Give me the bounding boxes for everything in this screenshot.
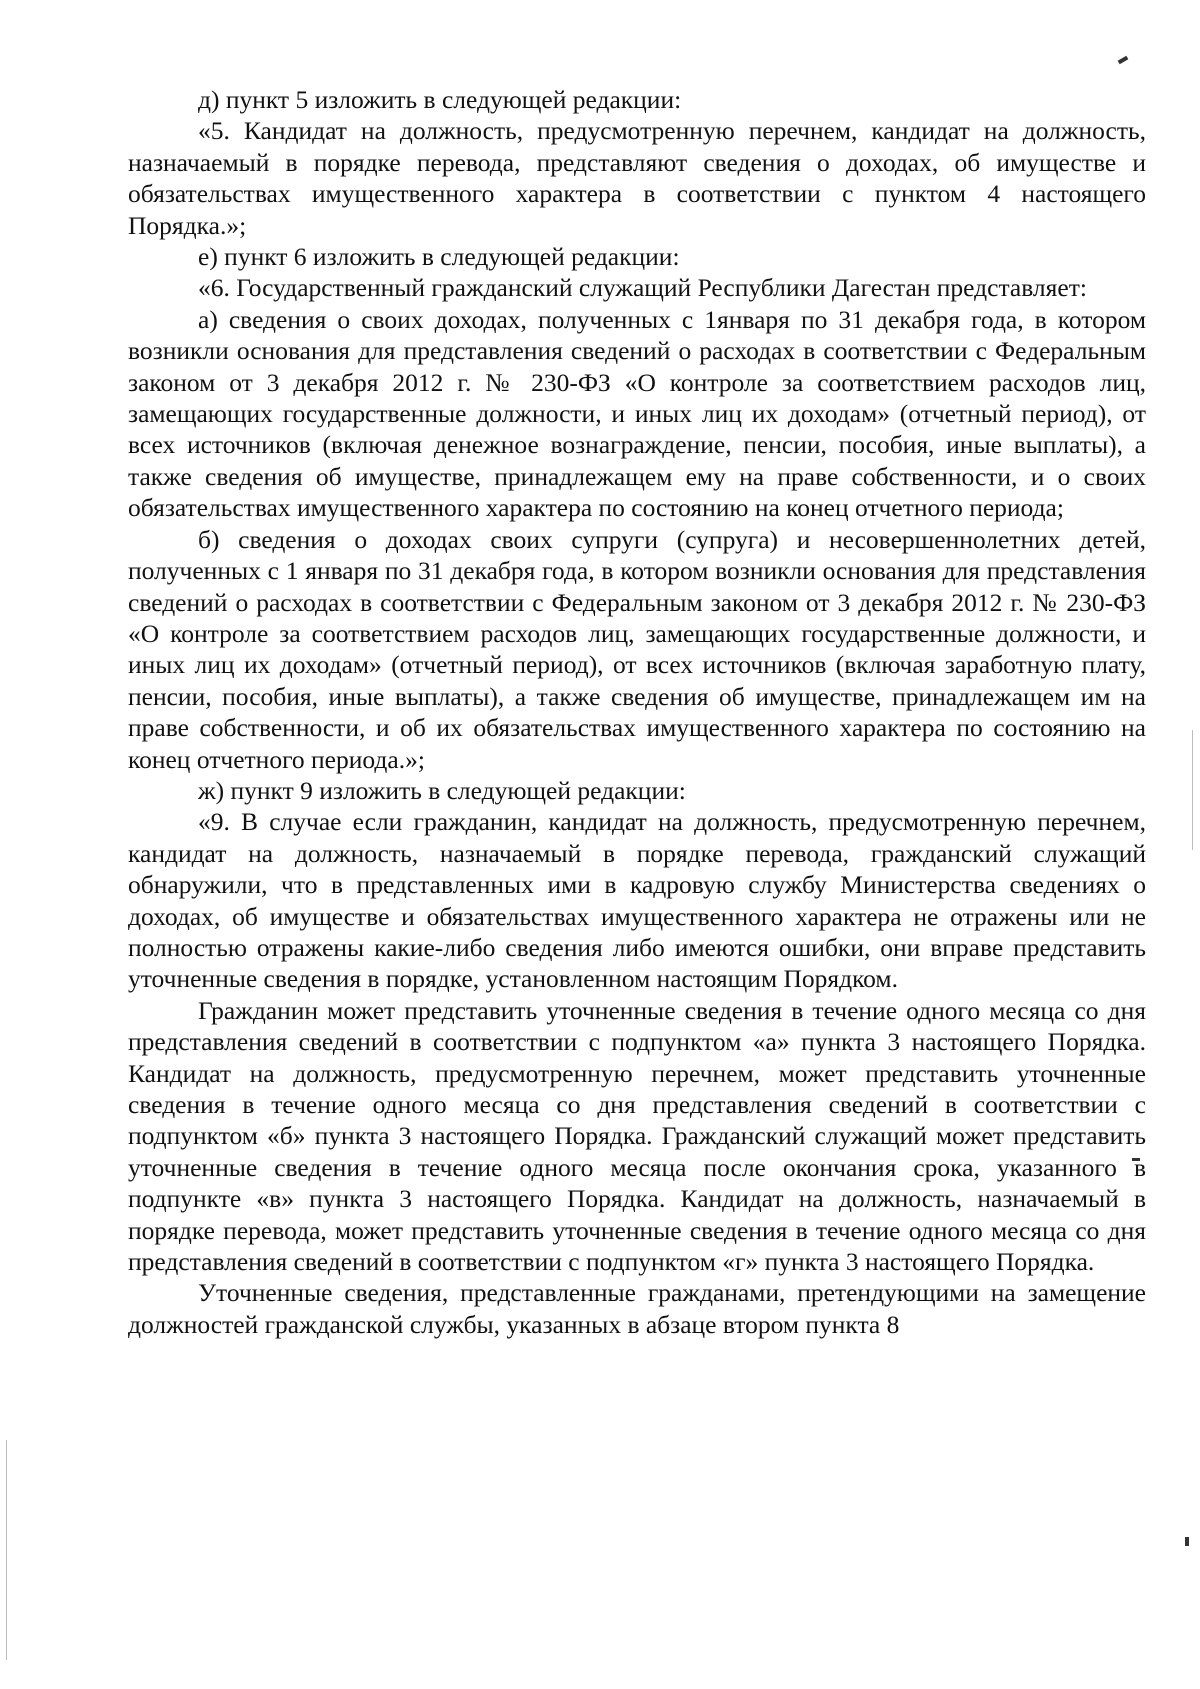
scan-margin-line	[6, 1440, 7, 1660]
scan-speck	[1185, 1537, 1189, 1546]
paragraph-item-e: е) пункт 6 изложить в следующей редакции:	[198, 242, 680, 272]
paragraph-clarified-info-applicants: Уточненные сведения, представленные гражданами, претендующими на замещение должностей гражданской службы, указанных в абзаце втором пункта 8	[128, 1278, 1146, 1339]
scan-margin-line	[1192, 730, 1193, 850]
paragraph-point-6: «6. Государственный гражданский служащий Республики Дагестан представляет:	[198, 273, 1087, 303]
paragraph-point-9: «9. В случае если гражданин, кандидат на должность, предусмотренную перечнем, кандидат на должность, назначаемый в порядке перевода, гражданский служащий обнаружили, что в представленных ими в кадровую службу Министерства сведениях о доходах, об имуществе и обязательствах имущественного характера не отражены или не полностью отражены какие-либо сведения либо имеются ошибки, они вправе представить уточненные сведения в порядке, установленном настоящим Порядком.	[128, 807, 1146, 994]
document-body	[128, 84, 1146, 1340]
paragraph-subitem-b: б) сведения о доходах своих супруги (супруга) и несовершеннолетних детей, полученных с 1 января по 31 декабря года, в котором возникли основания для представления сведений о расходах в соответствии с Федеральным законом от 3 декабря 2012 г. № 230-ФЗ «О контроле за соответствием расходов лиц, замещающих государственные должности, и иных лиц их доходам» (отчетный период), от всех источников (включая заработную плату, пенсии, пособия, иные выплаты), а также сведения об имуществе, принадлежащем им на праве собственности, и об их обязательствах имущественного характера по состоянию на конец отчетного периода.»;	[128, 524, 1146, 774]
scan-speck	[1118, 56, 1129, 64]
paragraph-item-d: д) пункт 5 изложить в следующей редакции:	[198, 85, 682, 114]
paragraph-item-zh: ж) пункт 9 изложить в следующей редакции:	[198, 775, 686, 805]
paragraph-clarified-info-terms: Гражданин может представить уточненные сведения в течение одного месяца со дня представления сведений в соответствии с подпунктом «а» пункта 3 настоящего Порядка. Кандидат на должность, предусмотренную перечнем, может представить уточненные сведения в течение одного месяца со дня представления сведений в соответствии с подпунктом «б» пункта 3 настоящего Порядка. Гражданский служащий может представить уточненные сведения в течение одного месяца после окончания срока, указанного в подпункте «в» пункта 3 настоящего Порядка. Кандидат на должность, назначаемый в порядке перевода, может представить уточненные сведения в течение одного месяца со дня представления сведений в соответствии с подпунктом «г» пункта 3 настоящего Порядка.	[128, 995, 1146, 1277]
paragraph-subitem-a: а) сведения о своих доходах, полученных с 1января по 31 декабря года, в котором возникли основания для представления сведений о расходах в соответствии с Федеральным законом от 3 декабря 2012 г. № 230-ФЗ «О контроле за соответствием расходов лиц, замещающих государственные должности, и иных лиц их доходам» (отчетный период), от всех источников (включая денежное вознаграждение, пенсии, пособия, иные выплаты), а также сведения об имуществе, принадлежащем ему на праве собственности, и о своих обязательствах имущественного характера по состоянию на конец отчетного периода;	[128, 304, 1146, 523]
paragraph-point-5: «5. Кандидат на должность, предусмотренную перечнем, кандидат на должность, назначаемый в порядке перевода, представляют сведения о доходах, об имуществе и обязательствах имущественного характера в соответствии с пунктом 4 настоящего Порядка.»;	[128, 116, 1146, 240]
